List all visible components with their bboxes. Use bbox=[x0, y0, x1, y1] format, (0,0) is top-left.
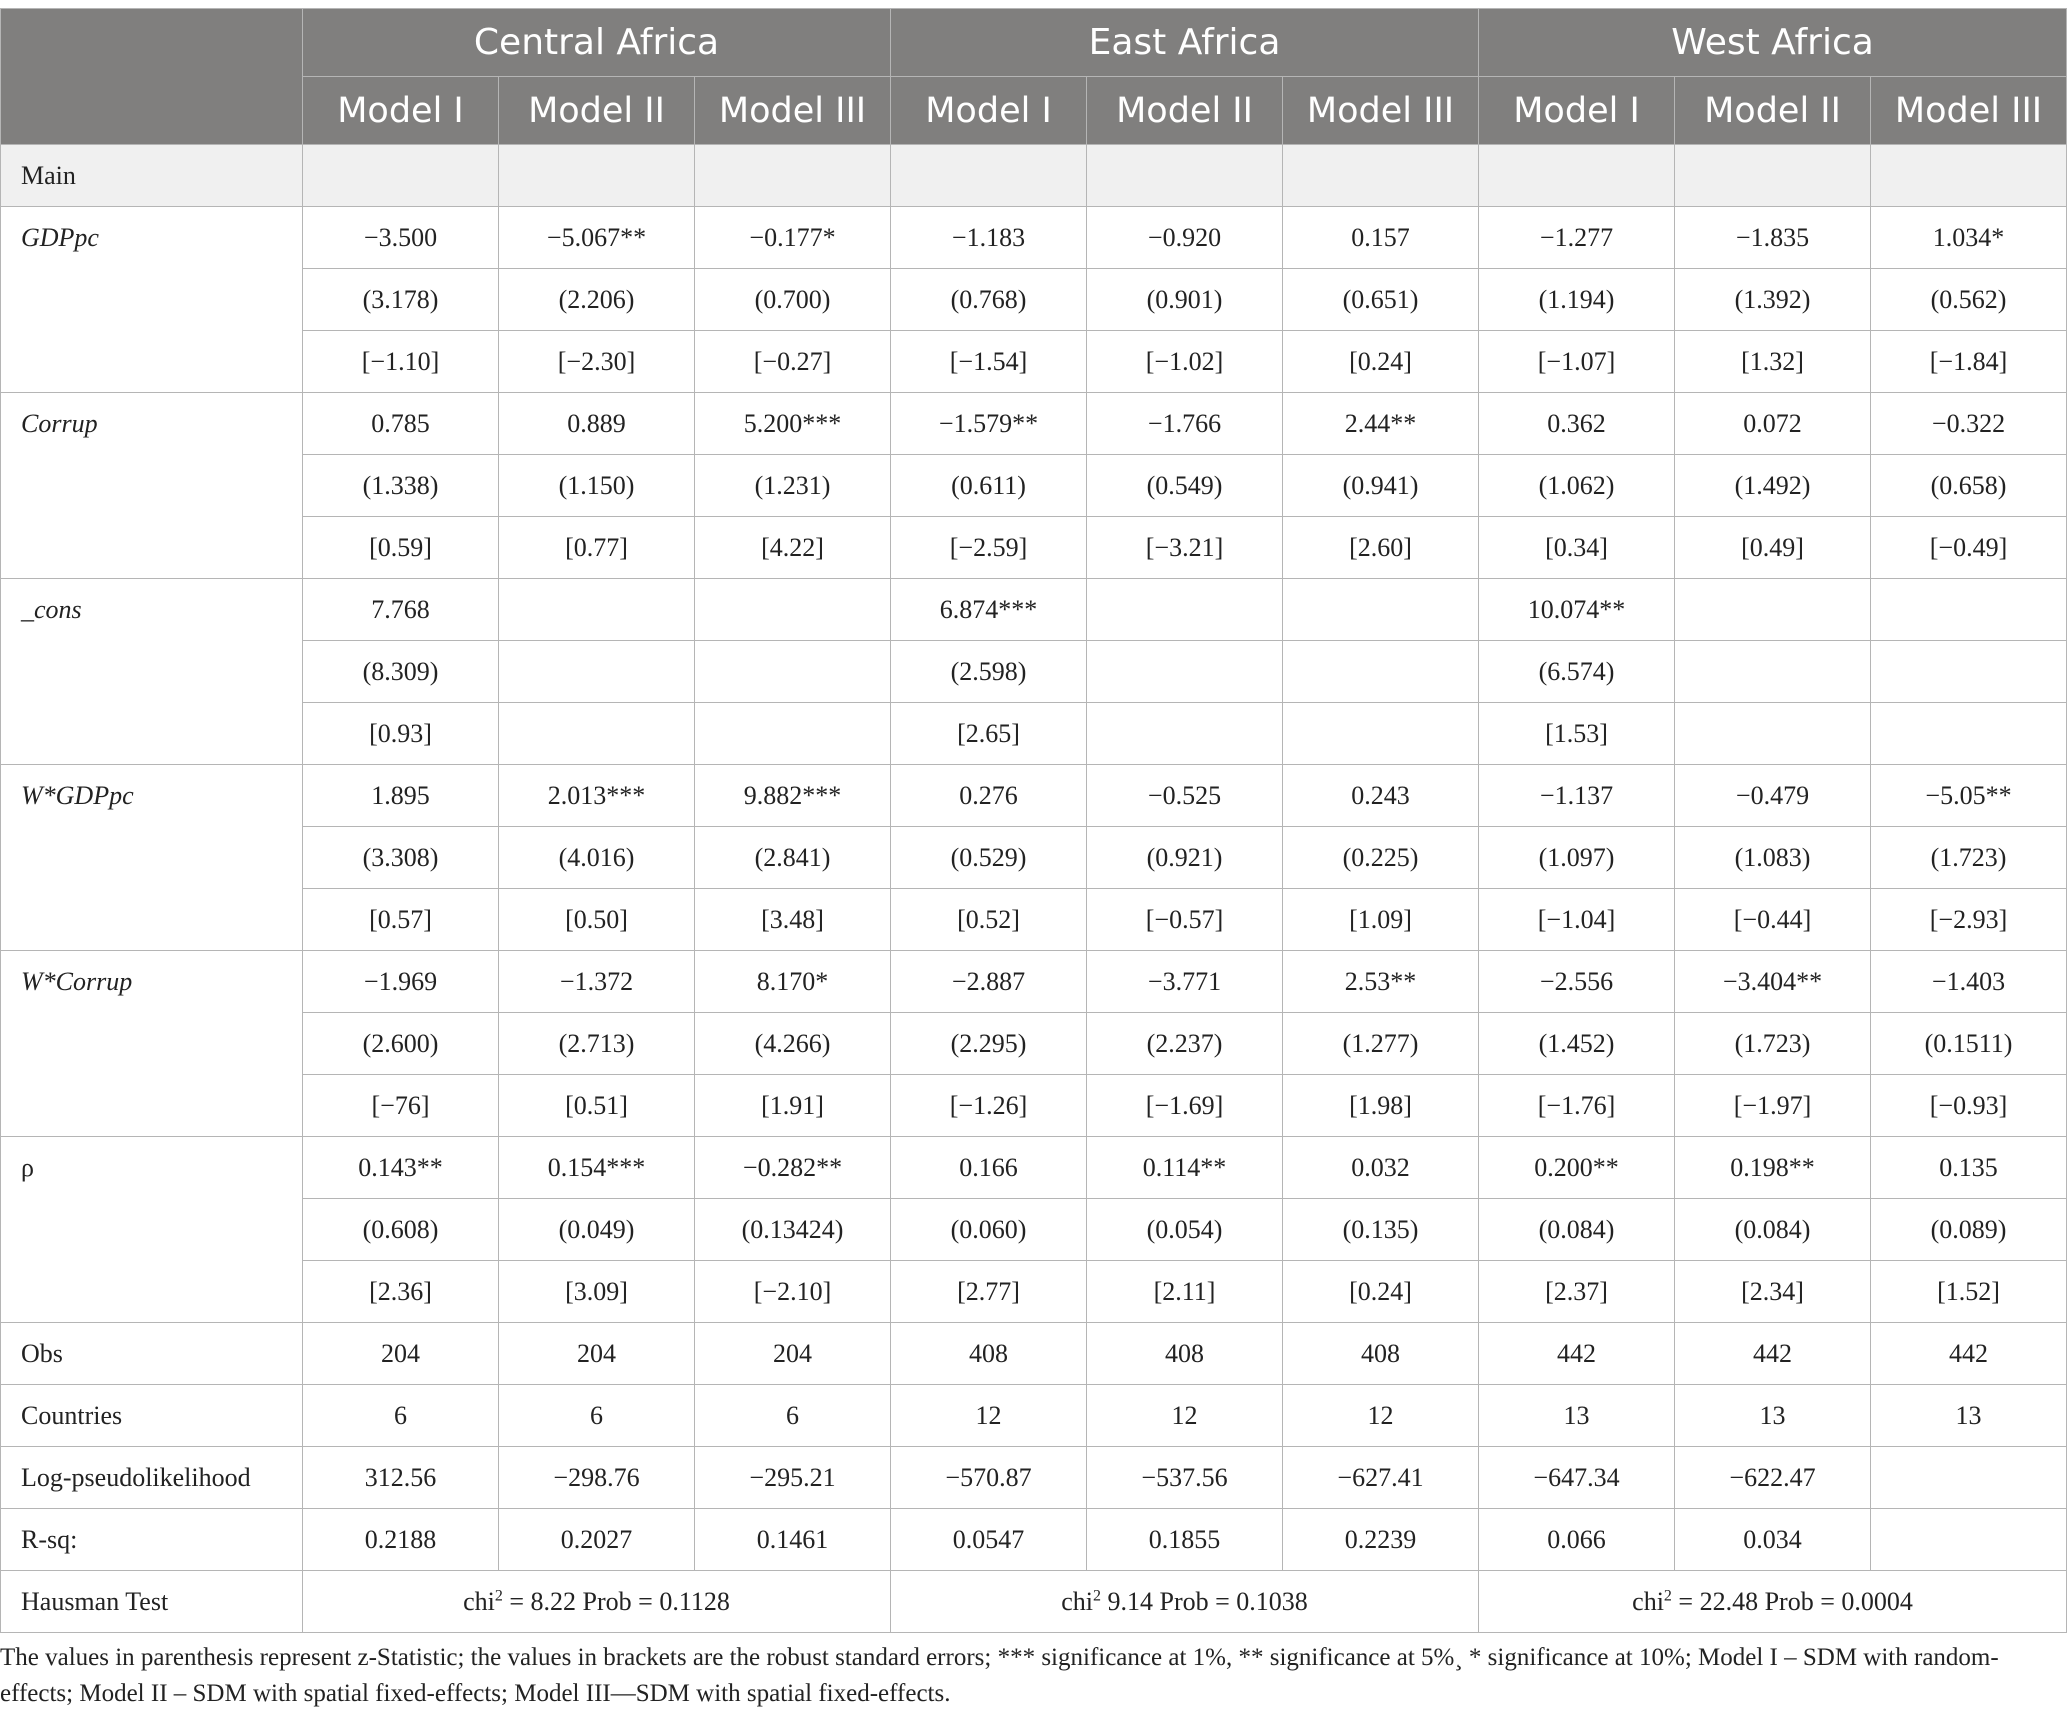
coefficient-cell: −5.067** bbox=[499, 207, 695, 269]
hausman-label: Hausman Test bbox=[1, 1571, 303, 1633]
z-stat-cell: (1.194) bbox=[1479, 269, 1675, 331]
z-stat-cell: (0.768) bbox=[891, 269, 1087, 331]
coefficient-cell bbox=[1871, 579, 2067, 641]
std-error-cell: [−1.69] bbox=[1087, 1075, 1283, 1137]
std-error-cell: [−2.59] bbox=[891, 517, 1087, 579]
empty-cell bbox=[1087, 145, 1283, 207]
std-error-cell: [−1.10] bbox=[303, 331, 499, 393]
empty-cell bbox=[695, 145, 891, 207]
table-row bbox=[1, 393, 2067, 455]
coefficient-cell: 0.166 bbox=[891, 1137, 1087, 1199]
table-footnote: The values in parenthesis represent z-Statistic; the values in brackets are the robust standard errors; *** significance at 1%, ** significance at 5%¸ * significance at 10%; Model I – SDM with random-effects; Model II – SDM with spatial fixed-effects; Model III—SDM with spatial fixed-effects. bbox=[0, 1644, 1999, 1707]
stat-value-cell: 13 bbox=[1871, 1385, 2067, 1447]
std-error-cell: [−1.84] bbox=[1871, 331, 2067, 393]
region-header-central-africa: Central Africa bbox=[303, 9, 891, 77]
z-stat-cell: (1.150) bbox=[499, 455, 695, 517]
std-error-cell: [−0.44] bbox=[1675, 889, 1871, 951]
std-error-cell: [−1.76] bbox=[1479, 1075, 1675, 1137]
coefficient-cell: 10.074** bbox=[1479, 579, 1675, 641]
z-stat-cell: (0.225) bbox=[1283, 827, 1479, 889]
std-error-cell: [−1.04] bbox=[1479, 889, 1675, 951]
table-row bbox=[1, 827, 2067, 889]
hausman-chi-text: chi bbox=[1632, 1586, 1664, 1616]
coefficient-cell: −2.556 bbox=[1479, 951, 1675, 1013]
z-stat-cell: (1.338) bbox=[303, 455, 499, 517]
coefficient-cell: −0.177* bbox=[695, 207, 891, 269]
stat-row bbox=[1, 1385, 2067, 1447]
hausman-superscript: 2 bbox=[1093, 1586, 1101, 1604]
z-stat-cell: (4.266) bbox=[695, 1013, 891, 1075]
model-header: Model I bbox=[1479, 77, 1675, 145]
coefficient-cell: 0.143** bbox=[303, 1137, 499, 1199]
model-header: Model I bbox=[303, 77, 499, 145]
stat-value-cell: 6 bbox=[499, 1385, 695, 1447]
variable-label: ρ bbox=[1, 1137, 303, 1323]
stat-value-cell: 12 bbox=[1283, 1385, 1479, 1447]
z-stat-cell: (3.308) bbox=[303, 827, 499, 889]
std-error-cell: [−1.07] bbox=[1479, 331, 1675, 393]
coefficient-cell: −1.183 bbox=[891, 207, 1087, 269]
coefficient-cell: −0.525 bbox=[1087, 765, 1283, 827]
table-row bbox=[1, 207, 2067, 269]
coefficient-cell: 0.154*** bbox=[499, 1137, 695, 1199]
model-header: Model II bbox=[499, 77, 695, 145]
coefficient-cell: −1.579** bbox=[891, 393, 1087, 455]
variable-label: _cons bbox=[1, 579, 303, 765]
z-stat-cell: (1.231) bbox=[695, 455, 891, 517]
z-stat-cell: (0.13424) bbox=[695, 1199, 891, 1261]
coefficient-cell: 2.013*** bbox=[499, 765, 695, 827]
std-error-cell: [−0.93] bbox=[1871, 1075, 2067, 1137]
std-error-cell bbox=[1675, 703, 1871, 765]
hausman-result-text: 9.14 Prob = 0.1038 bbox=[1101, 1586, 1308, 1616]
empty-cell bbox=[303, 145, 499, 207]
hausman-value-cell bbox=[891, 1571, 1479, 1633]
stat-value-cell: 204 bbox=[499, 1323, 695, 1385]
z-stat-cell: (0.1511) bbox=[1871, 1013, 2067, 1075]
z-stat-cell: (8.309) bbox=[303, 641, 499, 703]
z-stat-cell: (1.452) bbox=[1479, 1013, 1675, 1075]
stat-value-cell: 13 bbox=[1479, 1385, 1675, 1447]
table-row bbox=[1, 517, 2067, 579]
hausman-value-cell bbox=[303, 1571, 891, 1633]
coefficient-cell bbox=[499, 579, 695, 641]
std-error-cell: [2.36] bbox=[303, 1261, 499, 1323]
stat-value-cell: 0.2239 bbox=[1283, 1509, 1479, 1571]
coefficient-cell bbox=[695, 579, 891, 641]
empty-cell bbox=[1283, 145, 1479, 207]
hausman-chi-text: chi bbox=[463, 1586, 495, 1616]
stat-value-cell: 12 bbox=[891, 1385, 1087, 1447]
z-stat-cell: (0.549) bbox=[1087, 455, 1283, 517]
region-header-row bbox=[1, 9, 2067, 77]
coefficient-cell: −1.403 bbox=[1871, 951, 2067, 1013]
variable-label: Corrup bbox=[1, 393, 303, 579]
stat-value-cell: −537.56 bbox=[1087, 1447, 1283, 1509]
coefficient-cell: 0.785 bbox=[303, 393, 499, 455]
z-stat-cell: (0.529) bbox=[891, 827, 1087, 889]
stat-value-cell: 0.034 bbox=[1675, 1509, 1871, 1571]
std-error-cell: [−0.49] bbox=[1871, 517, 2067, 579]
model-header: Model III bbox=[1283, 77, 1479, 145]
std-error-cell: [3.48] bbox=[695, 889, 891, 951]
table-row bbox=[1, 765, 2067, 827]
std-error-cell: [2.34] bbox=[1675, 1261, 1871, 1323]
region-header-west-africa: West Africa bbox=[1479, 9, 2067, 77]
z-stat-cell bbox=[1871, 641, 2067, 703]
region-header-east-africa: East Africa bbox=[891, 9, 1479, 77]
stat-label: Log-pseudolikelihood bbox=[1, 1447, 303, 1509]
coefficient-cell: −1.969 bbox=[303, 951, 499, 1013]
coefficient-cell: 0.157 bbox=[1283, 207, 1479, 269]
z-stat-cell bbox=[695, 641, 891, 703]
std-error-cell: [−76] bbox=[303, 1075, 499, 1137]
stat-value-cell: 408 bbox=[1283, 1323, 1479, 1385]
stat-value-cell: 442 bbox=[1479, 1323, 1675, 1385]
z-stat-cell: (0.054) bbox=[1087, 1199, 1283, 1261]
stat-row bbox=[1, 1323, 2067, 1385]
stat-value-cell: 6 bbox=[303, 1385, 499, 1447]
z-stat-cell: (0.941) bbox=[1283, 455, 1479, 517]
z-stat-cell: (0.901) bbox=[1087, 269, 1283, 331]
coefficient-cell: 1.034* bbox=[1871, 207, 2067, 269]
coefficient-cell: 6.874*** bbox=[891, 579, 1087, 641]
model-header: Model III bbox=[695, 77, 891, 145]
z-stat-cell: (0.089) bbox=[1871, 1199, 2067, 1261]
std-error-cell: [−0.57] bbox=[1087, 889, 1283, 951]
z-stat-cell: (0.049) bbox=[499, 1199, 695, 1261]
stat-row bbox=[1, 1509, 2067, 1571]
table-row bbox=[1, 641, 2067, 703]
hausman-superscript: 2 bbox=[1663, 1586, 1672, 1604]
z-stat-cell: (0.611) bbox=[891, 455, 1087, 517]
std-error-cell: [1.98] bbox=[1283, 1075, 1479, 1137]
std-error-cell: [1.52] bbox=[1871, 1261, 2067, 1323]
coefficient-cell bbox=[1283, 579, 1479, 641]
z-stat-cell bbox=[1087, 641, 1283, 703]
coefficient-cell: −0.920 bbox=[1087, 207, 1283, 269]
std-error-cell: [−1.97] bbox=[1675, 1075, 1871, 1137]
coefficient-cell: −3.771 bbox=[1087, 951, 1283, 1013]
table-row bbox=[1, 269, 2067, 331]
table-row bbox=[1, 1075, 2067, 1137]
empty-cell bbox=[1675, 145, 1871, 207]
coefficient-cell: 7.768 bbox=[303, 579, 499, 641]
coefficient-cell: 0.243 bbox=[1283, 765, 1479, 827]
empty-cell bbox=[1871, 145, 2067, 207]
std-error-cell bbox=[1087, 703, 1283, 765]
coefficient-cell: 0.135 bbox=[1871, 1137, 2067, 1199]
z-stat-cell: (0.608) bbox=[303, 1199, 499, 1261]
coefficient-cell: −0.282** bbox=[695, 1137, 891, 1199]
z-stat-cell: (1.277) bbox=[1283, 1013, 1479, 1075]
z-stat-cell: (1.097) bbox=[1479, 827, 1675, 889]
std-error-cell: [0.49] bbox=[1675, 517, 1871, 579]
z-stat-cell: (0.921) bbox=[1087, 827, 1283, 889]
stat-value-cell: 0.1461 bbox=[695, 1509, 891, 1571]
stat-label: Obs bbox=[1, 1323, 303, 1385]
std-error-cell: [0.52] bbox=[891, 889, 1087, 951]
stat-value-cell: −627.41 bbox=[1283, 1447, 1479, 1509]
z-stat-cell: (1.392) bbox=[1675, 269, 1871, 331]
coefficient-cell: 2.53** bbox=[1283, 951, 1479, 1013]
stat-value-cell: 12 bbox=[1087, 1385, 1283, 1447]
table-row bbox=[1, 579, 2067, 641]
coefficient-cell: −0.479 bbox=[1675, 765, 1871, 827]
coefficient-cell: 9.882*** bbox=[695, 765, 891, 827]
coefficient-cell: 0.072 bbox=[1675, 393, 1871, 455]
stat-value-cell: −647.34 bbox=[1479, 1447, 1675, 1509]
coefficient-cell: 5.200*** bbox=[695, 393, 891, 455]
stat-value-cell: −570.87 bbox=[891, 1447, 1087, 1509]
z-stat-cell: (1.492) bbox=[1675, 455, 1871, 517]
z-stat-cell: (0.658) bbox=[1871, 455, 2067, 517]
model-header: Model III bbox=[1871, 77, 2067, 145]
std-error-cell: [−1.02] bbox=[1087, 331, 1283, 393]
table-row bbox=[1, 1261, 2067, 1323]
z-stat-cell: (1.723) bbox=[1675, 1013, 1871, 1075]
z-stat-cell: (0.651) bbox=[1283, 269, 1479, 331]
model-header: Model II bbox=[1087, 77, 1283, 145]
variable-label: GDPpc bbox=[1, 207, 303, 393]
stat-value-cell: 13 bbox=[1675, 1385, 1871, 1447]
table-body bbox=[1, 145, 2067, 1633]
std-error-cell: [1.09] bbox=[1283, 889, 1479, 951]
std-error-cell: [0.24] bbox=[1283, 331, 1479, 393]
z-stat-cell: (3.178) bbox=[303, 269, 499, 331]
coefficient-cell bbox=[1087, 579, 1283, 641]
variable-label: W*Corrup bbox=[1, 951, 303, 1137]
stat-label: R-sq: bbox=[1, 1509, 303, 1571]
z-stat-cell bbox=[1675, 641, 1871, 703]
table-row bbox=[1, 703, 2067, 765]
main-section-row bbox=[1, 145, 2067, 207]
coefficient-cell: 0.362 bbox=[1479, 393, 1675, 455]
coefficient-cell: 0.889 bbox=[499, 393, 695, 455]
std-error-cell: [0.50] bbox=[499, 889, 695, 951]
std-error-cell: [0.34] bbox=[1479, 517, 1675, 579]
stat-value-cell: 0.2027 bbox=[499, 1509, 695, 1571]
coefficient-cell: 1.895 bbox=[303, 765, 499, 827]
z-stat-cell: (4.016) bbox=[499, 827, 695, 889]
coefficient-cell: −3.500 bbox=[303, 207, 499, 269]
stat-value-cell bbox=[1871, 1447, 2067, 1509]
table-row bbox=[1, 951, 2067, 1013]
coefficient-cell: 2.44** bbox=[1283, 393, 1479, 455]
z-stat-cell bbox=[1283, 641, 1479, 703]
hausman-superscript: 2 bbox=[494, 1586, 503, 1604]
z-stat-cell: (2.206) bbox=[499, 269, 695, 331]
coefficient-cell: −0.322 bbox=[1871, 393, 2067, 455]
stat-value-cell: 0.0547 bbox=[891, 1509, 1087, 1571]
z-stat-cell: (1.723) bbox=[1871, 827, 2067, 889]
hausman-row bbox=[1, 1571, 2067, 1633]
table-row bbox=[1, 331, 2067, 393]
model-header: Model I bbox=[891, 77, 1087, 145]
hausman-chi-text: chi bbox=[1061, 1586, 1093, 1616]
stat-value-cell: 442 bbox=[1871, 1323, 2067, 1385]
std-error-cell: [−3.21] bbox=[1087, 517, 1283, 579]
coefficient-cell: 0.032 bbox=[1283, 1137, 1479, 1199]
z-stat-cell: (1.062) bbox=[1479, 455, 1675, 517]
stat-value-cell: 408 bbox=[1087, 1323, 1283, 1385]
z-stat-cell: (0.084) bbox=[1479, 1199, 1675, 1261]
stat-value-cell bbox=[1871, 1509, 2067, 1571]
model-header: Model II bbox=[1675, 77, 1871, 145]
std-error-cell: [1.53] bbox=[1479, 703, 1675, 765]
std-error-cell: [2.77] bbox=[891, 1261, 1087, 1323]
std-error-cell: [2.65] bbox=[891, 703, 1087, 765]
std-error-cell: [2.37] bbox=[1479, 1261, 1675, 1323]
z-stat-cell: (6.574) bbox=[1479, 641, 1675, 703]
z-stat-cell: (1.083) bbox=[1675, 827, 1871, 889]
z-stat-cell bbox=[499, 641, 695, 703]
table-row bbox=[1, 1137, 2067, 1199]
std-error-cell: [4.22] bbox=[695, 517, 891, 579]
std-error-cell bbox=[1283, 703, 1479, 765]
z-stat-cell: (2.600) bbox=[303, 1013, 499, 1075]
coefficient-cell: −1.766 bbox=[1087, 393, 1283, 455]
std-error-cell bbox=[499, 703, 695, 765]
coefficient-cell: 0.200** bbox=[1479, 1137, 1675, 1199]
std-error-cell: [0.51] bbox=[499, 1075, 695, 1137]
hausman-result-text: = 8.22 Prob = 0.1128 bbox=[502, 1586, 730, 1616]
z-stat-cell: (2.841) bbox=[695, 827, 891, 889]
coefficient-cell: 0.276 bbox=[891, 765, 1087, 827]
stat-value-cell: 408 bbox=[891, 1323, 1087, 1385]
coefficient-cell: −1.277 bbox=[1479, 207, 1675, 269]
table-row bbox=[1, 1199, 2067, 1261]
coefficient-cell: −1.835 bbox=[1675, 207, 1871, 269]
coefficient-cell: 8.170* bbox=[695, 951, 891, 1013]
std-error-cell: [1.91] bbox=[695, 1075, 891, 1137]
stat-label: Countries bbox=[1, 1385, 303, 1447]
std-error-cell bbox=[1871, 703, 2067, 765]
std-error-cell: [3.09] bbox=[499, 1261, 695, 1323]
coefficient-cell: 0.114** bbox=[1087, 1137, 1283, 1199]
table-row bbox=[1, 1013, 2067, 1075]
std-error-cell: [2.11] bbox=[1087, 1261, 1283, 1323]
stat-value-cell: −622.47 bbox=[1675, 1447, 1871, 1509]
z-stat-cell: (2.598) bbox=[891, 641, 1087, 703]
stat-value-cell: 312.56 bbox=[303, 1447, 499, 1509]
variable-label: W*GDPpc bbox=[1, 765, 303, 951]
std-error-cell: [−0.27] bbox=[695, 331, 891, 393]
std-error-cell: [0.93] bbox=[303, 703, 499, 765]
stat-value-cell: 204 bbox=[303, 1323, 499, 1385]
main-section-label: Main bbox=[1, 145, 303, 207]
hausman-value-cell bbox=[1479, 1571, 2067, 1633]
std-error-cell: [0.24] bbox=[1283, 1261, 1479, 1323]
stat-value-cell: 0.1855 bbox=[1087, 1509, 1283, 1571]
stat-value-cell: 442 bbox=[1675, 1323, 1871, 1385]
hausman-result-text: = 22.48 Prob = 0.0004 bbox=[1671, 1586, 1913, 1616]
coefficient-cell: −2.887 bbox=[891, 951, 1087, 1013]
stat-value-cell: −295.21 bbox=[695, 1447, 891, 1509]
std-error-cell: [−1.26] bbox=[891, 1075, 1087, 1137]
coefficient-cell bbox=[1675, 579, 1871, 641]
stat-value-cell: 0.2188 bbox=[303, 1509, 499, 1571]
stat-value-cell: 204 bbox=[695, 1323, 891, 1385]
std-error-cell: [0.57] bbox=[303, 889, 499, 951]
z-stat-cell: (2.295) bbox=[891, 1013, 1087, 1075]
table-row bbox=[1, 889, 2067, 951]
std-error-cell: [2.60] bbox=[1283, 517, 1479, 579]
table-row bbox=[1, 455, 2067, 517]
z-stat-cell: (0.562) bbox=[1871, 269, 2067, 331]
empty-cell bbox=[891, 145, 1087, 207]
coefficient-cell: −5.05** bbox=[1871, 765, 2067, 827]
z-stat-cell: (0.060) bbox=[891, 1199, 1087, 1261]
stat-value-cell: 0.066 bbox=[1479, 1509, 1675, 1571]
z-stat-cell: (0.084) bbox=[1675, 1199, 1871, 1261]
std-error-cell: [−2.30] bbox=[499, 331, 695, 393]
stat-value-cell: 6 bbox=[695, 1385, 891, 1447]
std-error-cell: [0.59] bbox=[303, 517, 499, 579]
empty-cell bbox=[499, 145, 695, 207]
std-error-cell: [−2.10] bbox=[695, 1261, 891, 1323]
std-error-cell: [−2.93] bbox=[1871, 889, 2067, 951]
empty-cell bbox=[1479, 145, 1675, 207]
std-error-cell: [1.32] bbox=[1675, 331, 1871, 393]
table-header bbox=[1, 9, 2067, 145]
stat-row bbox=[1, 1447, 2067, 1509]
coefficient-cell: −1.137 bbox=[1479, 765, 1675, 827]
model-header-row bbox=[1, 77, 2067, 145]
std-error-cell: [0.77] bbox=[499, 517, 695, 579]
z-stat-cell: (0.135) bbox=[1283, 1199, 1479, 1261]
z-stat-cell: (2.713) bbox=[499, 1013, 695, 1075]
coefficient-cell: 0.198** bbox=[1675, 1137, 1871, 1199]
z-stat-cell: (0.700) bbox=[695, 269, 891, 331]
std-error-cell bbox=[695, 703, 891, 765]
coefficient-cell: −3.404** bbox=[1675, 951, 1871, 1013]
results-table bbox=[0, 8, 2067, 1633]
z-stat-cell: (2.237) bbox=[1087, 1013, 1283, 1075]
stat-value-cell: −298.76 bbox=[499, 1447, 695, 1509]
header-corner bbox=[1, 9, 303, 145]
coefficient-cell: −1.372 bbox=[499, 951, 695, 1013]
std-error-cell: [−1.54] bbox=[891, 331, 1087, 393]
